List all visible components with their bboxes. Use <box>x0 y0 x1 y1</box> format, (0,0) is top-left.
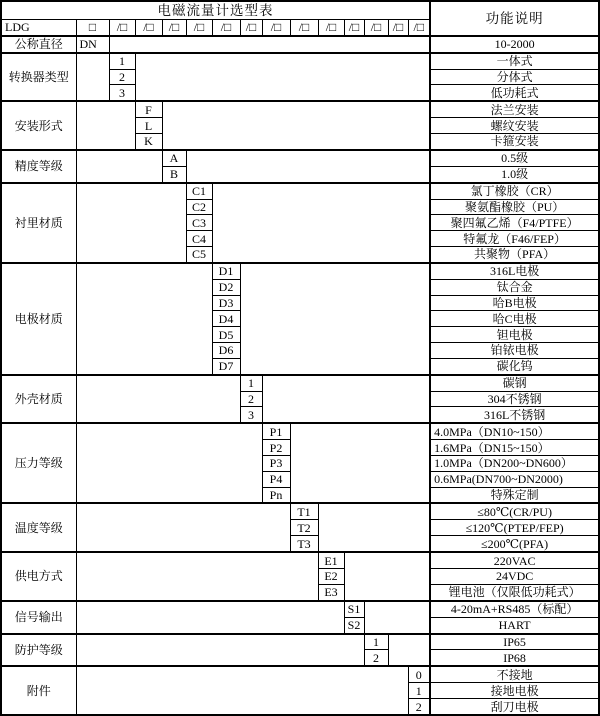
empty-cell <box>135 53 430 102</box>
code-cell: 1 <box>364 634 388 650</box>
model-slot-box: /□ <box>344 19 364 35</box>
code-cell: C3 <box>186 215 212 231</box>
code-cell: P3 <box>262 455 290 471</box>
code-cell: 1 <box>109 53 135 69</box>
function-desc: 碳化钨 <box>430 358 599 374</box>
code-cell: 0 <box>408 666 430 682</box>
model-slot-box: /□ <box>318 19 344 35</box>
model-slot-box: /□ <box>212 19 240 35</box>
function-desc: 4-20mA+RS485（标配） <box>430 601 599 617</box>
code-cell: K <box>135 133 162 149</box>
empty-cell <box>364 601 430 634</box>
table-row <box>1 634 599 650</box>
function-desc: 分体式 <box>430 69 599 85</box>
code-cell: DN <box>76 36 109 53</box>
code-cell: P4 <box>262 471 290 487</box>
table-row <box>1 36 599 53</box>
code-cell: E2 <box>318 568 344 584</box>
code-cell: D6 <box>212 342 240 358</box>
empty-cell <box>262 375 430 424</box>
code-cell: T1 <box>290 503 318 519</box>
function-desc: 1.6MPa（DN15~150） <box>430 440 599 456</box>
function-desc: 法兰安装 <box>430 101 599 117</box>
empty-cell <box>76 552 318 601</box>
table-row <box>1 53 599 69</box>
function-desc: 316L不锈钢 <box>430 407 599 423</box>
category-label: 精度等级 <box>1 150 76 183</box>
function-desc: 304不锈钢 <box>430 391 599 407</box>
function-desc: 钛合金 <box>430 279 599 295</box>
category-label: 压力等级 <box>1 423 76 503</box>
table-row <box>1 552 599 568</box>
code-cell: F <box>135 101 162 117</box>
model-slot-box: /□ <box>162 19 186 35</box>
function-desc: 刮刀电极 <box>430 699 599 715</box>
code-cell: C4 <box>186 231 212 247</box>
function-desc: 316L电极 <box>430 263 599 279</box>
model-slot-box: /□ <box>388 19 408 35</box>
category-label: 温度等级 <box>1 503 76 552</box>
code-cell: 3 <box>109 85 135 101</box>
function-desc: 聚四氟乙烯（F4/PTFE） <box>430 215 599 231</box>
code-cell: L <box>135 118 162 134</box>
empty-cell <box>76 101 135 150</box>
category-label: 安装形式 <box>1 101 76 150</box>
code-cell: S2 <box>344 617 364 633</box>
category-label: 转换器类型 <box>1 53 76 102</box>
table-row <box>1 101 599 117</box>
function-desc: 0.5级 <box>430 150 599 166</box>
function-desc: 钽电极 <box>430 327 599 343</box>
empty-cell <box>76 601 344 634</box>
code-cell: D4 <box>212 311 240 327</box>
empty-cell <box>344 552 430 601</box>
empty-cell <box>318 503 430 552</box>
function-desc: 220VAC <box>430 552 599 568</box>
function-desc: 螺纹安装 <box>430 118 599 134</box>
function-desc: 10-2000 <box>430 36 599 53</box>
function-desc: IP65 <box>430 634 599 650</box>
code-cell: P2 <box>262 440 290 456</box>
function-desc: 一体式 <box>430 53 599 69</box>
table-row <box>1 375 599 391</box>
model-slot-box: /□ <box>186 19 212 35</box>
code-cell: C1 <box>186 183 212 199</box>
code-cell: 2 <box>240 391 262 407</box>
table-title: 电磁流量计选型表 <box>1 1 430 19</box>
code-cell: D2 <box>212 279 240 295</box>
empty-cell <box>162 101 430 150</box>
function-desc: 0.6MPa(DN700~DN2000) <box>430 471 599 487</box>
model-slot-box: /□ <box>364 19 388 35</box>
empty-cell <box>186 150 430 183</box>
function-desc: ≤200℃(PFA) <box>430 536 599 552</box>
function-desc: 24VDC <box>430 568 599 584</box>
empty-cell <box>76 375 240 424</box>
function-desc: 碳钢 <box>430 375 599 391</box>
code-cell: D3 <box>212 295 240 311</box>
category-label: 衬里材质 <box>1 183 76 263</box>
code-cell: D1 <box>212 263 240 279</box>
title-row <box>1 1 599 19</box>
code-cell: E1 <box>318 552 344 568</box>
table-row <box>1 423 599 439</box>
function-desc: 锂电池（仅限低功耗式） <box>430 584 599 600</box>
code-cell: C2 <box>186 199 212 215</box>
empty-cell <box>76 150 162 183</box>
code-cell: C5 <box>186 246 212 262</box>
table-row <box>1 263 599 279</box>
code-cell: 2 <box>109 69 135 85</box>
function-desc: 低功耗式 <box>430 85 599 101</box>
table-row <box>1 601 599 617</box>
code-cell: S1 <box>344 601 364 617</box>
empty-cell <box>76 423 262 503</box>
model-slot-box: /□ <box>408 19 430 35</box>
function-desc: 1.0MPa（DN200~DN600） <box>430 455 599 471</box>
code-cell: T2 <box>290 520 318 536</box>
code-cell: B <box>162 166 186 182</box>
empty-cell <box>76 634 364 667</box>
function-desc: ≤120℃(PTEP/FEP) <box>430 520 599 536</box>
empty-cell <box>290 423 430 503</box>
dn-checkbox: □ <box>76 19 109 35</box>
empty-cell <box>76 263 212 375</box>
code-cell: 3 <box>240 407 262 423</box>
category-label: 信号输出 <box>1 601 76 634</box>
function-desc: 卡箍安装 <box>430 133 599 149</box>
table-row <box>1 666 599 682</box>
model-slot-box: /□ <box>262 19 290 35</box>
function-desc: 哈B电极 <box>430 295 599 311</box>
empty-cell <box>212 183 430 263</box>
category-label: 公称直径 <box>1 36 76 53</box>
model-slot-box: /□ <box>109 19 135 35</box>
category-label: 防护等级 <box>1 634 76 667</box>
code-cell: D7 <box>212 358 240 374</box>
function-desc: 4.0MPa（DN10~150） <box>430 423 599 439</box>
empty-cell <box>76 503 290 552</box>
function-desc: 不接地 <box>430 666 599 682</box>
function-desc: HART <box>430 617 599 633</box>
empty-cell <box>76 183 186 263</box>
code-cell: 1 <box>240 375 262 391</box>
code-cell: A <box>162 150 186 166</box>
model-slot-box: /□ <box>290 19 318 35</box>
code-cell: T3 <box>290 536 318 552</box>
code-cell: 2 <box>408 699 430 715</box>
function-desc: 1.0级 <box>430 166 599 182</box>
model-prefix: LDG <box>1 19 76 35</box>
code-cell: E3 <box>318 584 344 600</box>
category-label: 外壳材质 <box>1 375 76 424</box>
function-desc: 接地电极 <box>430 683 599 699</box>
code-cell: Pn <box>262 487 290 503</box>
category-label: 供电方式 <box>1 552 76 601</box>
category-label: 附件 <box>1 666 76 715</box>
empty-cell <box>76 53 109 102</box>
function-desc: 哈C电极 <box>430 311 599 327</box>
function-desc: 特氟龙（F46/FEP） <box>430 231 599 247</box>
function-desc: 共聚物（PFA） <box>430 246 599 262</box>
function-desc: 特殊定制 <box>430 487 599 503</box>
empty-cell <box>76 666 408 715</box>
empty-cell <box>109 36 430 53</box>
empty-cell <box>240 263 430 375</box>
empty-cell <box>388 634 430 667</box>
table-row <box>1 150 599 166</box>
table-row <box>1 183 599 199</box>
model-slot-box: /□ <box>135 19 162 35</box>
function-desc: ≤80℃(CR/PU) <box>430 503 599 519</box>
function-desc: 聚氨酯橡胶（PU） <box>430 199 599 215</box>
function-desc: IP68 <box>430 650 599 666</box>
code-cell: 2 <box>364 650 388 666</box>
code-cell: P1 <box>262 423 290 439</box>
code-cell: D5 <box>212 327 240 343</box>
code-cell: 1 <box>408 683 430 699</box>
model-slot-box: /□ <box>240 19 262 35</box>
function-header: 功能说明 <box>430 1 599 36</box>
table-row <box>1 503 599 519</box>
category-label: 电极材质 <box>1 263 76 375</box>
function-desc: 铂铱电极 <box>430 342 599 358</box>
function-desc: 氯丁橡胶（CR） <box>430 183 599 199</box>
